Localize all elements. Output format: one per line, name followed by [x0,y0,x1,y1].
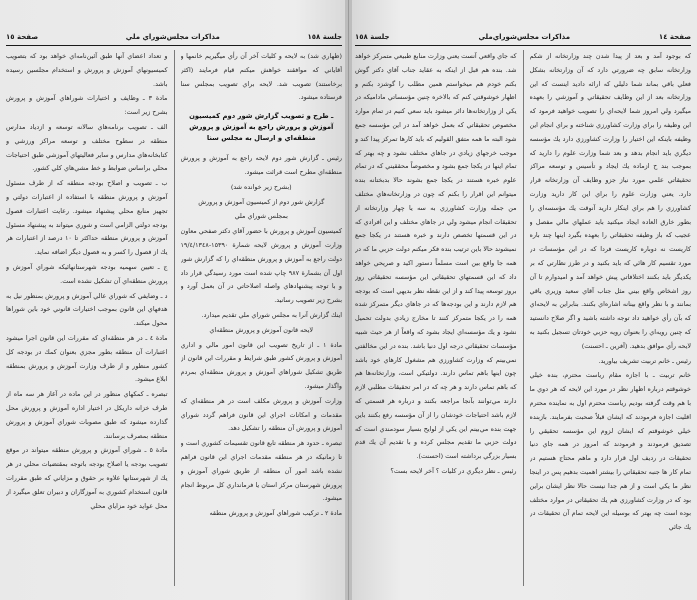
note-paragraph: تبصره ـ كمكهاي منظور در اين ماده در آغاز هر سه ماه از طرف خزانه داريكل در اختيار اداره آموزش و پرورش محل گذارده ميشود كه طبق مصوبات شوراي آموزش و پرورش منطقه بمصرف برسانند. [6,390,168,440]
left-page-column-left [6,50,168,586]
column-divider [174,50,175,586]
session-label: جلسة ١٥٨ [307,33,342,41]
article-1: مادة ١ ـ از تاريخ تصويب اين قانون امور مالي و اداري آموزش و پرورش كشور طبق شرايط و مقررات اين قانون از طريق تشكيل شوراهاي آموزش و پرورش منطقه‌اي بمردم واگذار ميشود. [180,340,342,390]
binding-shadow [345,0,348,600]
article-4: مادة ٤ ـ در هر منطقه‌اي كه مقررات اين قانون اجرا ميشود اعتبارات آن منطقه بطور مجزي بعنوان كمك در بودجه كل كشور منظور و از طرف وزارت آموزش و پرورش بمنطقه ابلاغ ميشود. [6,333,168,384]
clause-jim: ج ـ تعيين سهميه بودجه شهرستانهائيكه شوراي آموزش و پرورش منطقه‌اي آن تشكيل نشده است. [6,262,168,285]
speaker-line: رئيس ـ نظر ديگري در كليات ؟ آخر لايحه بست؟ [390,466,517,475]
column-divider [523,50,524,586]
left-page-header [6,30,342,44]
left-page [0,0,348,600]
report-subheading: بمجلس شوراي ملي [234,212,288,221]
article-2: مادة ٢ ـ تركيب شوراهاي آموزش و پرورش منطقه [209,509,342,518]
section-title: ـ طرح و تصويب گزارش شور دوم كميسيون آموزش و پرورش راجع به آموزش و پرورش منطقه‌اي و ارسال به مجلس سنا [189,112,334,143]
session-label: جلسة ١٥٨ [355,33,390,41]
right-page-header [355,30,691,44]
paragraph: رئيس ـ گزارش شور دوم لايحه راجع به آموزش و پرورش منطقه‌اي مطرح است قرائت ميشود. [180,154,342,176]
paragraph: وزارت آموزش و پرورش مكلف است در هر منطقه‌اي كه مقدمات و امكانات اجراي اين قانون فراهم گردد شوراي آموزش و پرورش آن منطقه را تشكيل دهد. [180,396,342,433]
paragraph: و تعداد اعضاي آنها طبق آئين‌نامه‌اي خواهد بود كه بتصويب كميسيونهاي آموزش و پرورش و استخدام مجلسين رسيده باشد. [6,52,168,88]
header-rule [6,45,342,46]
left-page-columns [6,50,342,586]
right-page-column-right [530,50,692,586]
left-page-column-right [181,50,343,586]
paragraph-note: (بشرح زير خوانده شد) [230,182,292,191]
right-page-column-left [355,50,517,586]
right-page [349,0,697,600]
clause-dal: د ـ وضايفي كه شوراي عالي آموزش و پرورش بمنظور نيل به هدفهاي اين قانون بموجب اختيارات قانوني خود باين شوراها محول ميكند. [6,291,168,328]
bill-title: لايحه قانون آموزش و پرورش منطقه‌اي [209,325,314,334]
speaker-line: رئيس ـ خانم تربيت تشريف بياوريد. [598,356,691,365]
binding-shadow [349,0,352,600]
speech-paragraph: كه جاي واقعي آنست يعني وزارت منابع طبيعي متمركز خواهد شد. بنده هم قبل از اينكه به عقايد جناب آقاي دكتر گوش بكنم خودم هم ميخواستم همين مطلب را گوشزد بكنم و اظهار خوشوقتي كنم كه بالاخره چنين مؤسساتي ماداميكه در يكي از وزارتخانه‌ها دائر ميشود بايد سعي كنيم در تمام موارد مخصوص تحقيقاتي كه بعمل خواهد آمد در اين مؤسسه جمع شود البته ما همه متفق القوليم كه بايد كارها تمركز پيدا كند و موجب خرجهاي زيادي در جاهاي مختلف نشود و چه بهتر كه تمام اينها در يكجا جمع بشود و مخصوصاً محققيني كه در تمام علوم خبره هستند در يكجا جمع بشوند حالا بدبختانه بنده ميتوانم اين اقرار را بكنم كه چون در وزارتخانه‌هاي مختلف من جمله وزارت كشاورزي به سه يا چهار وزارتخانه از تحقيقات انجام ميشود ولي در جاهاي مختلف و اين افرادي كه در اين قسمتها تخصص دارند و خبره هستند در يكجا جمع نميشوند حالا باين ترتيب بنده فكر ميكنم دولت حزبي ما كه در همه جا واقع بين است مسلماً دستور اكيد و صريحي خواهد داد كه اين قسمتهاي تحقيقاتي اين مؤسسه تحقيقاتي روز بروز توسعه پيدا كند و از اين نقطه نظر بديهي است كه بودجه هم لازم دارند و اين بودجه‌ها كه در جاهاي ديگر متمركز شده همه را در يكجا متمركز كنند تا مخارج زيادي بدولت تحميل نشود و يك مؤسسه‌اي ايجاد بشود كه واقعاً از هر حيث شبيه مؤسسات تحقيقاتي درجه اول دنيا باشد. بنده در اين مخالفتي نمي‌بينم كه وزارت كشاورزي هم مشغول كارهاي خود باشد چون اينها باهم تماس دارند. دولتيكي است، وزارتخانه‌ها هم كه باهم تماس دارند و هر چه كه در امر تحقيقات مطلبي لازم دارند مي‌توانند بآنجا مراجعه بكنند و درباره هر قسمتي كه لازم باشد احتياجات خودشان را از آن مؤسسه رفع بكنند باين جهت بنده مي‌بينم اين يكي از لوايح بسيار سودمندي است كه دولت حزبي ما تقديم مجلس كرده و با تقديم آن يك قدم بسيار بزرگي برداشته است (احسنت). [355,52,517,461]
report-heading: گزارش شور دوم از كميسيون آموزش و پرورش [198,197,325,206]
page-number: صفحة ١٤ [658,33,691,41]
right-page-columns [355,50,691,586]
paragraph: كه بوجود آمد و بعد از پيدا شدن چند وزارتخانه از شكم وزارتخانه سابق چه ضرورتي دارد كه آن وزارتخانه بشكل فعلي باقي بماند شما دليلي كه ارائه داديد اينست كه اين وزارتخانه بعد از اين وظايف تحقيقاتي و آموزشي را بعهده ميگيرد ولي امروز شما لايحه‌اي را تصويب خواهيد فرمود كه اين وظيفه را براي وزارت كشاورزي شناخته و براي انجام اين وظيفه باينكه اين اختيار را وزارت كشاورزي دارد يك مؤسسه ديگري بايد انجام بدهد و بعد شما وزارت علوم را داريد كه بموجب بند ح ازماده يك ايجاد و تأسيس و توسعه مراكز تحقيقاتي علمي مورد نياز جزو وظايف آن وزارتخانه قرار دارد. يعني وزارت علوم را براي اين كار داريد وزارت كشاورزي را هم براي اينكار داريد آنوقت يك مؤسسه‌اي را بطور خارق العاده ايجاد ميكنيد بايد عملهاي مالي مفصل و عجيب كه باز وظيفه تحقيقاتي را بعهده بگيرد اينها چند باره كاريست نه دوباره كاريست فردا كه در اين مؤسسات در مورد تقسيم كار هائي كه بايد بكنيد و در طرز نظارتي كه بر يكديگر بايد بكنند اختلافاتي پيش خواهد آمد و اميدوارم تا آن روز اشخاص واقع بيني مثل جناب آقاي سعيد وزيري باقي بمانند و با نظر واقع بينانه اشاره‌اي بكنند. بنابراين به لايحه‌اي كه بآن رأي خواهيد داد توجه داشته باشيد و اگر صلاح دانستيد كه چنين رويه‌اي را بعنوان رويه حزبي خودتان تسجيل بكنيد به لايحه رأي موافق بدهيد. (آفرين ـ احسنت) [529,52,691,350]
note-paragraph: تبصره ـ حدود هر منطقه تابع قانون تقسيمات كشوري است و تا زمانيكه در هر منطقه مقدمات اجراي اين قانون فراهم نشده باشد امور آن منطقه از طريق شوراي آموزش و پرورش شهرستان مركز استان يا فرمانداري كل مربوط انجام ميشود. [180,439,342,503]
page-number: صفحة ١٥ [6,33,39,41]
clause-alef: الف ـ تصويب برنامه‌هاي سالانه توسعه و ازدياد مدارس منطقه در سطوح مختلف و توسعه مراكز ورزشي و كتابخانه‌هاي مدارس و ساير فعاليتهاي آموزشي طبق احتياجات محلي براساس ضوابط و خط مشي‌هاي كلي كشور. [6,122,168,173]
header-rule [355,45,691,46]
clause-be: ب ـ تصويب و اصلاح بودجه منطقه كه از طرف مسئول آموزش و پرورش منطقه با استفاده از اعتبارات دولتي و تجهيز منابع محلي پيشنهاد ميشود. رعايت اعتبارات فصول بودجه دولتي الزامي است و شوري ميتواند به پيشنهاد مسئول آموزش و پرورش منطقه حداكثر تا ١٠ درصد از اعتبارات هر يك از فصول را كسر و به فصول ديگر اضافه نمايد. [6,179,168,257]
speech-paragraph: خانم تربيت ـ با اجازه مقام رياست محترم، بنده خيلي خوشوقتم درباره اظهار نظر در مورد اين لايحه كه هر دوي ما با هم وقت گرفته بوديم رياست محترم اول به نماينده محترم اقليت اجازه فرمودند كه ايشان قبلاً صحبت بفرمايند. بازبنده خيلي خوشوقتم كه ايشان لزوم اين مؤسسه تحقيقي را تصديق فرمودند و فرمودند كه امروز در همه جاي دنيا تحقيقات در رديف اول قرار دارد و ماهم محتاج هستيم در تمام كار ها جنبه تحقيقاتي را بيشتر اهميت بدهيم پس در اينجا نظر ما يكي است و از هم جدا نيست حالا نظر ايشان براين بود كه در وزارت كشاورزي هم يك تحقيقاتي در موارد مختلف بوده است چه بهتر كه بوسيله اين لايحه تمام آن تحقيقات در يك جائي [529,371,691,532]
paragraph: كميسيون آموزش و پرورش با حضور آقاي دكتر صفحي معاون وزارت آموزش و پرورش لايحه شمارة ١٥٣٩٠-١٩/٤/١٣٤٨ دولت راجع به آموزش و پرورش منطقه‌اي را كه گزارش شور اول آن بشمارة ٩٨٧ چاپ شده است مورد رسيدگي قرار داد و با توجه پيشنهادهاي واصله اصلاحاتي در آن بعمل آورد و بشرح زير تصويب رسانيد. [180,227,342,305]
running-title: مذاكرات مجلس‌شوراي ملي [125,33,220,41]
article-3: مادة ٣ ـ وظايف و اختيارات شوراهاي آموزش و پرورش بشرح زير است: [6,94,168,117]
paragraph: اينك گزارش آنرا به مجلس شوراي ملي تقديم ميدارد. [201,310,342,319]
article-5: مادة ٥ ـ شوراي آموزش و پرورش منطقه ميتواند در موقع تصويب بودجه يا اصلاح بودجه باتوجه بمقتضيات محلي در هر يك از شهرستانها علاوه بر حقوق و مزاياني كه طبق مقررات قانون استخدام كشوري به آموزگاران و دبيران تعلق ميگيرد از محل عوايد خود مزاياي محلي [6,446,168,510]
paragraph: (ظهاري شد) به لايحه و كليات آخر آن رأي ميگيريم خانمها و آقاياني كه موافقند خواهش ميكنم قيام فرمايند (اكثر برخاستند) تصويب شد. لايحه براي تصويب بمجلس سنا فرستاده ميشود. [180,52,342,102]
running-title: مذاكرات مجلس‌شوراي‌ملي [478,33,571,41]
